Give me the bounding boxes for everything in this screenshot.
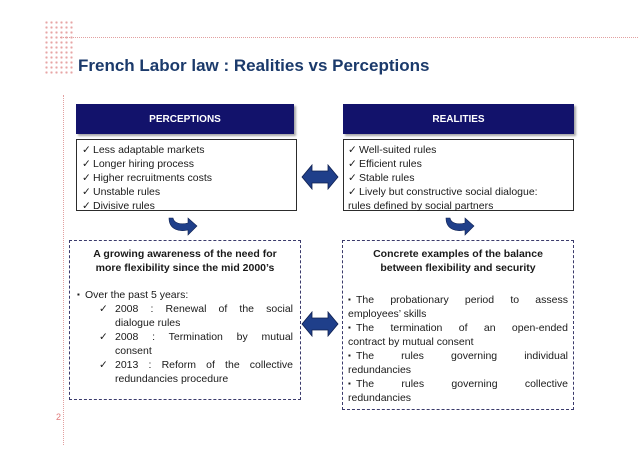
realities-box xyxy=(343,139,574,211)
realities-header-label: REALITIES xyxy=(432,113,485,125)
list-item: ✓ 2008 : Termination by mutual consent xyxy=(99,331,293,357)
list-item: ✓ Higher recruitments costs xyxy=(82,172,213,184)
check-icon: ✓ xyxy=(82,200,91,212)
awareness-intro: ▪ Over the past 5 years: xyxy=(77,289,189,301)
perceptions-box xyxy=(76,139,297,211)
list-item: ✓ Efficient rules xyxy=(348,158,422,170)
list-item: ✓ Unstable rules xyxy=(82,186,161,198)
list-item: ✓ Stable rules xyxy=(348,172,415,184)
examples-heading-1: Concrete examples of the balance xyxy=(373,248,543,260)
left-divider xyxy=(63,95,64,445)
awareness-heading-2: more flexibility since the mid 2000’s xyxy=(95,262,275,274)
check-icon: ✓ xyxy=(82,144,91,156)
check-icon: ✓ xyxy=(82,158,91,170)
list-item: ✓ Well-suited rules xyxy=(348,144,437,156)
perceptions-list xyxy=(82,143,291,213)
double-arrow-icon xyxy=(301,162,339,192)
check-icon: ✓ xyxy=(99,331,108,343)
square-bullet-icon: ▪ xyxy=(348,351,351,360)
curved-arrow-icon xyxy=(166,214,200,238)
check-icon: ✓ xyxy=(348,186,357,198)
check-icon: ✓ xyxy=(348,172,357,184)
curved-arrow-icon xyxy=(443,214,477,238)
list-item: ✓ Longer hiring process xyxy=(82,158,194,170)
list-item: ✓ Less adaptable markets xyxy=(82,144,205,156)
square-bullet-icon: ▪ xyxy=(348,323,351,332)
list-item: ✓ Lively but constructive social dialogue: xyxy=(348,186,538,198)
square-bullet-icon: ▪ xyxy=(348,295,351,304)
page-number: 2 xyxy=(56,412,62,422)
realities-header xyxy=(343,104,574,134)
list-item: ▪ The rules governing collective redundancies xyxy=(348,378,568,404)
examples-box xyxy=(342,240,574,410)
awareness-box xyxy=(69,240,301,400)
realities-continuation: rules defined by social partners xyxy=(348,200,494,212)
square-bullet-icon: ▪ xyxy=(77,290,80,299)
check-icon: ✓ xyxy=(99,359,108,371)
list-item: ▪ The termination of an open-ended contract by mutual consent xyxy=(348,322,568,348)
check-icon: ✓ xyxy=(348,158,357,170)
square-bullet-icon: ▪ xyxy=(348,379,351,388)
list-item: ▪ The probationary period to assess employees’ skills xyxy=(348,294,568,320)
check-icon: ✓ xyxy=(82,172,91,184)
check-icon: ✓ xyxy=(99,303,108,315)
slide-title: French Labor law : Realities vs Perceptions xyxy=(78,56,430,75)
check-icon: ✓ xyxy=(348,144,357,156)
decorative-dots xyxy=(44,20,74,74)
list-item: ▪ The rules governing individual redundancies xyxy=(348,350,568,376)
realities-list xyxy=(348,143,569,199)
list-item: ✓ 2013 : Reform of the collective redundancies procedure xyxy=(99,359,293,385)
list-item: ✓ 2008 : Renewal of the social dialogue rules xyxy=(99,303,293,329)
perceptions-header xyxy=(76,104,294,134)
perceptions-header-label: PERCEPTIONS xyxy=(149,113,221,125)
double-arrow-icon xyxy=(301,309,339,339)
examples-heading-2: between flexibility and security xyxy=(380,262,536,274)
list-item: ✓ Divisive rules xyxy=(82,200,155,212)
check-icon: ✓ xyxy=(82,186,91,198)
awareness-heading-1: A growing awareness of the need for xyxy=(93,248,277,260)
top-divider xyxy=(60,37,638,38)
